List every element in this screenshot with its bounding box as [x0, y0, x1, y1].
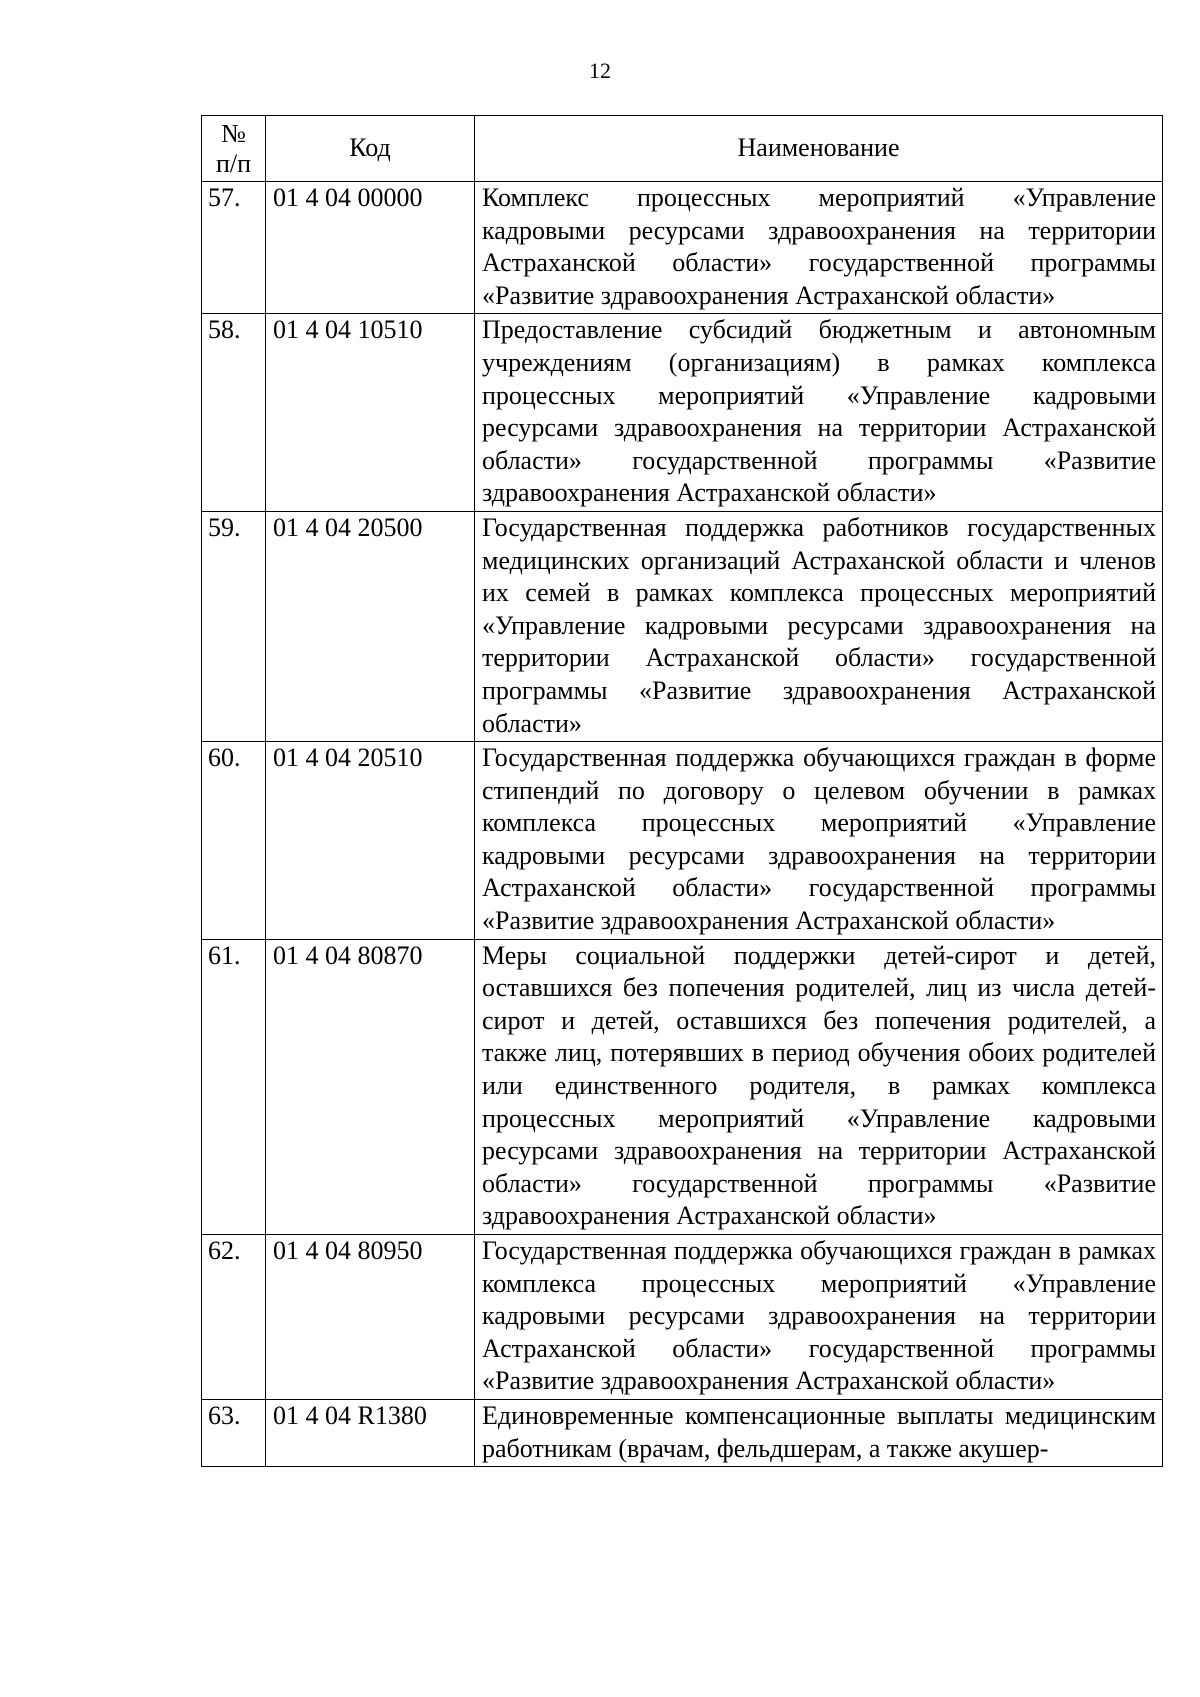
row-name: Государственная поддержка обучающихся граждан в форме стипендий по договору о целевом обучении в рамках комплекса процессных мероприятий «Управление кадровыми ресурсами здравоохранения на территории Астраханской области» государственной программы «Развитие здравоохранения Астраханской области»: [475, 742, 1163, 940]
header-number-sign: №: [221, 118, 246, 148]
row-name: Комплекс процессных мероприятий «Управление кадровыми ресурсами здравоохранения на территории Астраханской области» государственной программы «Развитие здравоохранения Астраханской области»: [475, 182, 1163, 314]
table-body: [202, 182, 1163, 1467]
row-code: 01 4 04 00000: [266, 182, 475, 314]
row-code: 01 4 04 10510: [266, 314, 475, 512]
table-header: [202, 116, 1163, 182]
row-name: Государственная поддержка обучающихся граждан в рамках комплекса процессных мероприятий «Управление кадровыми ресурсами здравоохранения на территории Астраханской области» государственной программы «Развитие здравоохранения Астраханской области»: [475, 1235, 1163, 1400]
row-code: 01 4 04 80870: [266, 939, 475, 1234]
table-row: [202, 1399, 1163, 1466]
header-code: Код: [266, 116, 475, 182]
row-code: 01 4 04 R1380: [266, 1399, 475, 1466]
row-name: Меры социальной поддержки детей-сирот и детей, оставшихся без попечения родителей, лиц из числа детей-сирот и детей, оставшихся без попечения родителей, а также лиц, потерявших в период обучения обоих родителей или единственного родителя, в рамках комплекса процессных мероприятий «Управление кадровыми ресурсами здравоохранения на территории Астраханской области» государственной программы «Развитие здравоохранения Астраханской области»: [475, 939, 1163, 1234]
row-code: 01 4 04 20510: [266, 742, 475, 940]
row-number: 62.: [202, 1235, 266, 1400]
table-row: [202, 1235, 1163, 1400]
budget-code-table: [201, 115, 1163, 1467]
header-row: [202, 116, 1163, 182]
row-number: 59.: [202, 511, 266, 741]
row-number: 63.: [202, 1399, 266, 1466]
row-number: 61.: [202, 939, 266, 1234]
page-number: 12: [589, 58, 611, 83]
row-number: 58.: [202, 314, 266, 512]
table-row: [202, 742, 1163, 940]
header-name: Наименование: [475, 116, 1163, 182]
row-number: 60.: [202, 742, 266, 940]
header-number-abbrev: п/п: [215, 148, 252, 178]
table-row: [202, 182, 1163, 314]
table-row: [202, 511, 1163, 741]
header-number: [202, 116, 266, 182]
table-row: [202, 939, 1163, 1234]
row-name: Предоставление субсидий бюджетным и автономным учреждениям (организациям) в рамках комплекса процессных мероприятий «Управление кадровыми ресурсами здравоохранения на территории Астраханской области» государственной программы «Развитие здравоохранения Астраханской области»: [475, 314, 1163, 512]
row-name: Единовременные компенсационные выплаты медицинским работникам (врачам, фельдшерам, а также акушер-: [475, 1399, 1163, 1466]
row-number: 57.: [202, 182, 266, 314]
row-code: 01 4 04 80950: [266, 1235, 475, 1400]
row-code: 01 4 04 20500: [266, 511, 475, 741]
row-name: Государственная поддержка работников государственных медицинских организаций Астраханской области и членов их семей в рамках комплекса процессных мероприятий «Управление кадровыми ресурсами здравоохранения на территории Астраханской области» государственной программы «Развитие здравоохранения Астраханской области»: [475, 511, 1163, 741]
table-row: [202, 314, 1163, 512]
